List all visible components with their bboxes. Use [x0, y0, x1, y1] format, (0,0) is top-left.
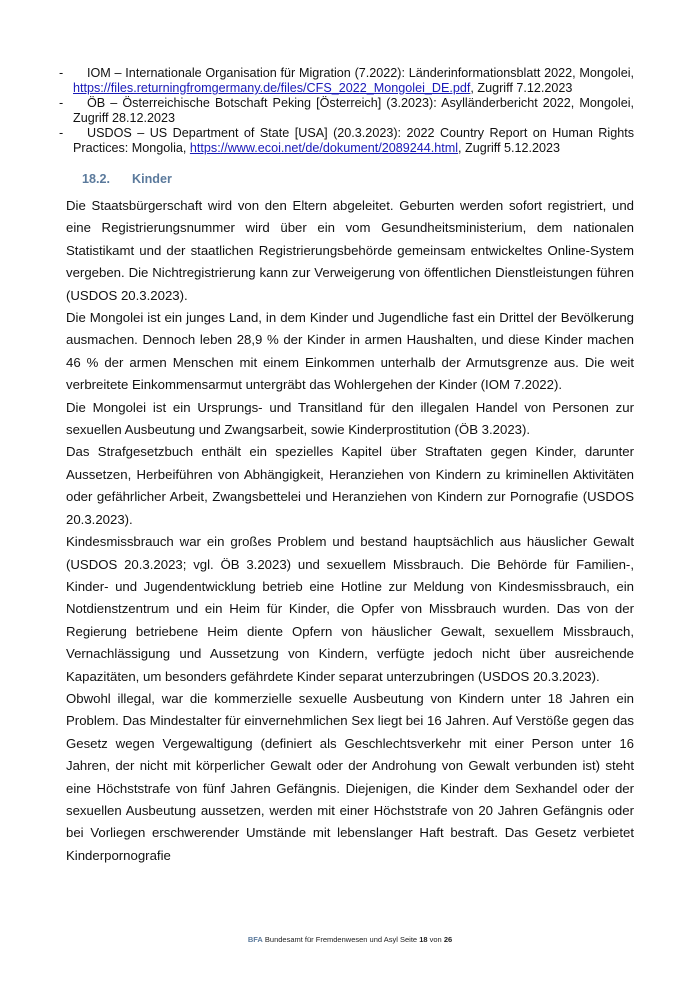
section-number: 18.2. [82, 172, 111, 186]
document-page [59, 66, 634, 867]
source-item-oeb [59, 96, 634, 126]
section-title: Kinder [132, 172, 172, 186]
page-number: 18 [419, 935, 428, 944]
source-access-date: , Zugriff 5.12.2023 [458, 141, 561, 155]
page-of-label: von [429, 935, 442, 944]
source-access-date: , Zugriff 7.12.2023 [470, 81, 573, 95]
section-heading [82, 172, 634, 186]
source-item-usdos [59, 126, 634, 156]
source-text: IOM – Internationale Organisation für Migration (7.2022): Länderinformationsblatt 2022, Mongolei, [87, 66, 634, 80]
source-text: USDOS – US Department of State [USA] (20.3.2023): 2022 Country Report on Human Rights Practices: Mongolia, [73, 126, 634, 155]
source-list [59, 66, 634, 156]
paragraph-poverty: Die Mongolei ist ein junges Land, in dem Kinder und Jugendliche fast ein Drittel der Bevölkerung ausmachen. Dennoch leben 28,9 % der Kinder in armen Haushalten, und diese Kinder machen 46 % der armen Menschen mit einem Einkommen unterhalb der Armutsgrenze aus. Die weit verbreitete Einkommensarmut untergräbt das Wohlergehen der Kinder (IOM 7.2022). [66, 310, 634, 393]
paragraph-child-abuse: Kindesmissbrauch war ein großes Problem und bestand hauptsächlich aus häuslicher Gewalt (USDOS 20.3.2023; vgl. ÖB 3.2023) und sexuellem Missbrauch. Die Behörde für Familien-, Kinder- und Jugendentwicklung betrieb eine Hotline zur Meldung von Kindesmissbrauch, ein Notdienstzentrum und ein Heim für Kinder, die Opfer von Missbrauch wurden. Das von der Regierung betriebene Heim diente Opfern von häuslicher Gewalt, sexuellem Missbrauch, Vernachlässigung und Aussetzung von Kindern, verfügte jedoch nicht über ausreichende Kapazitäten, um besonders gefährdete Kinder separat unterzubringen (USDOS 20.3.2023). [66, 534, 634, 684]
source-item-iom [59, 66, 634, 96]
list-dash: - [59, 126, 64, 140]
page-label: Seite [400, 935, 418, 944]
list-dash: - [59, 66, 64, 80]
paragraph-criminal-code: Das Strafgesetzbuch enthält ein spezielles Kapitel über Straftaten gegen Kinder, darunter Aussetzen, Herbeiführen von Abhängigkeit, Heranziehen von Kindern zu kriminellen Aktivitäten oder gefährlicher Arbeit, Zwangsbettelei und Heranziehen von Kindern zur Pornografie (USDOS 20.3.2023). [66, 444, 634, 527]
page-total: 26 [443, 935, 453, 944]
source-link-usdos[interactable]: https://www.ecoi.net/de/dokument/2089244.html [189, 141, 459, 155]
agency-name: Bundesamt für Fremdenwesen und Asyl [264, 935, 398, 944]
paragraph-sexual-exploitation: Obwohl illegal, war die kommerzielle sexuelle Ausbeutung von Kindern unter 18 Jahren ein Problem. Das Mindestalter für einvernehmlichen Sex liegt bei 16 Jahren. Auf Verstöße gegen das Gesetz wegen Vergewaltigung (definiert als Geschlechtsverkehr mit einer Person unter 16 Jahren, der nicht mit körperlicher Gewalt oder der Androhung von Gewalt verbunden ist) steht eine Höchststrafe von fünf Jahren Gefängnis. Diejenigen, die Kinder dem Sexhandel oder der sexuellen Ausbeutung aussetzen, werden mit einer Höchststrafe von 20 Jahren Gefängnis oder bei Vorliegen erschwerender Umstände mit lebenslanger Haft bestraft. Das Gesetz verbietet Kinderpornografie [66, 690, 634, 863]
paragraph-trafficking: Die Mongolei ist ein Ursprungs- und Transitland für den illegalen Handel von Personen zur sexuellen Ausbeutung und Zwangsarbeit, sowie Kinderprostitution (ÖB 3.2023). [66, 399, 634, 438]
agency-logo: BFA [247, 935, 263, 944]
list-dash: - [59, 96, 64, 110]
paragraph-citizenship: Die Staatsbürgerschaft wird von den Eltern abgeleitet. Geburten werden sofort registriert, und eine Registrierungsnummer wird über ein vom Gesundheitsministerium, dem nationalen Statistikamt und der staatlichen Registrierungsbehörde gemeinsam entwickeltes Online-System vergeben. Die Nichtregistrierung kann zur Verweigerung von öffentlichen Dienstleistungen führen (USDOS 20.3.2023). [66, 198, 634, 303]
source-link-iom[interactable]: https://files.returningfromgermany.de/files/CFS_2022_Mongolei_DE.pdf [73, 81, 471, 95]
source-text: ÖB – Österreichische Botschaft Peking [Österreich] (3.2023): Asylländerbericht 2022, Mongolei, Zugriff 28.12.2023 [73, 96, 634, 125]
page-footer [0, 935, 700, 944]
